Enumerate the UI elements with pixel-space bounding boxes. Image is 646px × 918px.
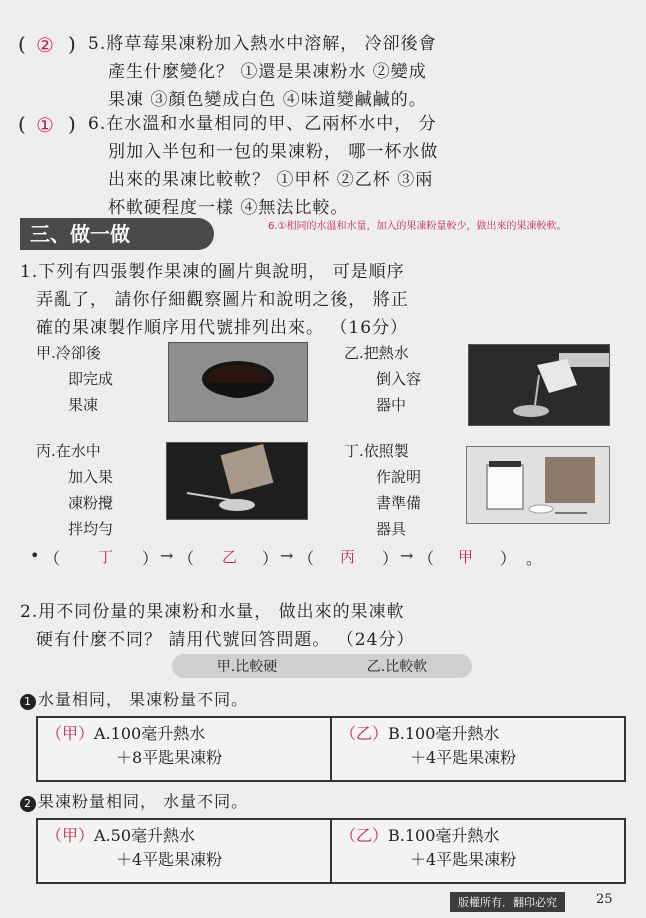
paren-close: ）: [262, 549, 279, 568]
q5-line-1: 5.將草莓果凍粉加入熱水中溶解， 冷卻後會: [88, 34, 437, 54]
q6-line-4: 杯軟硬程度一樣 ④無法比較。: [108, 198, 349, 218]
legend-pill: [172, 654, 472, 678]
sequence-answer-row: [30, 546, 590, 570]
sub2-b-line1: B.100毫升熱水: [388, 826, 500, 845]
sub2-a-line2: ＋4平匙果凍粉: [116, 850, 223, 869]
arrow-icon: →: [400, 546, 414, 565]
sequence-bullet: •: [30, 546, 40, 565]
step-caption-line: 甲.冷卻後: [36, 344, 101, 362]
sub2-cell-b: [330, 820, 624, 882]
q6-line-3: 出來的果凍比較軟？ ①甲杯 ②乙杯 ③兩: [108, 170, 434, 190]
sub1-table: [36, 716, 626, 782]
step-bing-caption: [36, 438, 113, 542]
step-ding-caption: [344, 438, 421, 542]
sub1-cell-b: [330, 718, 624, 780]
sub2-table: [36, 818, 626, 884]
sub1-title: [20, 686, 248, 714]
step-caption-line: 丙.在水中: [36, 442, 101, 460]
q6-line-1: 6.在水溫和水量相同的甲、乙兩杯水中， 分: [88, 114, 437, 134]
q5-answer: ②: [36, 33, 54, 57]
sub2-cell-a: [38, 820, 330, 882]
step-caption-line: 書準備: [376, 494, 422, 512]
tools-photo: [466, 446, 610, 524]
sub1-b-line2: ＋4平匙果凍粉: [410, 748, 517, 767]
answer-paren-close: ): [68, 32, 76, 56]
answer-paren-open: (: [18, 112, 26, 136]
tools-icon: [467, 447, 609, 523]
paren-close: ）: [142, 549, 159, 568]
stirring-icon: [167, 443, 307, 519]
page-number: 25: [596, 892, 613, 907]
sequence-end: 。: [526, 549, 543, 568]
legend-softer: 乙.比較軟: [366, 659, 428, 675]
sub1-number: 1: [20, 694, 36, 710]
bowl-icon: [169, 343, 307, 421]
step-caption-line: 作說明: [376, 468, 422, 486]
sequence-answer-3: 丙: [340, 548, 356, 566]
sub2-title: [20, 788, 248, 816]
step-yi-caption: [344, 340, 421, 418]
sub2-b-line2: ＋4平匙果凍粉: [410, 850, 517, 869]
q5-line-2: 產生什麼變化？ ①還是果凍粉水 ②變成: [108, 62, 427, 82]
p2-line-2: 硬有什麼不同？ 請用代號回答問題。 （24分）: [36, 630, 415, 650]
step-caption-line: 倒入容: [376, 370, 422, 388]
q6-answer: ①: [36, 113, 54, 137]
q6-line-2: 別加入半包和一包的果凍粉， 哪一杯水做: [108, 142, 439, 162]
p2-line-1: 2.用不同份量的果凍粉和水量， 做出來的果凍軟: [20, 602, 405, 622]
sub2-number: 2: [20, 796, 36, 812]
kettle-icon: [469, 345, 609, 425]
paren-open: （: [418, 549, 435, 568]
sequence-answer-4: 甲: [458, 548, 474, 566]
paren-open: （: [178, 549, 195, 568]
step-caption-line: 拌均勻: [68, 520, 114, 538]
sub2-answer-b: （乙）: [340, 826, 389, 845]
sub1-a-line1: A.100毫升熱水: [94, 724, 206, 743]
sub1-a-line2: ＋8平匙果凍粉: [116, 748, 223, 767]
jelly-bowl-photo: [168, 342, 308, 422]
step-jia-caption: [36, 340, 113, 418]
sequence-answer-1: 丁: [98, 548, 114, 566]
sub1-title-text: 水量相同， 果凍粉量不同。: [38, 690, 249, 709]
sub1-answer-b: （乙）: [340, 724, 389, 743]
step-caption-line: 乙.把熱水: [344, 344, 409, 362]
p1-line-1: 1.下列有四張製作果凍的圖片與說明， 可是順序: [20, 262, 405, 282]
paren-open: （: [44, 549, 61, 568]
answer-paren-open: (: [18, 32, 26, 56]
paren-close: ）: [500, 549, 517, 568]
q6-explanation-note: 6.①相同的水溫和水量，加入的果凍粉量較少，做出來的果凍較軟。: [268, 221, 567, 232]
legend-harder: 甲.比較硬: [216, 659, 278, 675]
p1-line-3: 確的果凍製作順序用代號排列出來。 （16分）: [36, 318, 409, 338]
p1-line-2: 弄亂了， 請你仔細觀察圖片和說明之後， 將正: [36, 290, 409, 310]
step-caption-line: 器中: [376, 396, 407, 414]
arrow-icon: →: [160, 546, 174, 565]
sub1-b-line1: B.100毫升熱水: [388, 724, 500, 743]
step-caption-line: 即完成: [68, 370, 114, 388]
sub2-title-text: 果凍粉量相同， 水量不同。: [38, 792, 249, 811]
arrow-icon: →: [280, 546, 294, 565]
copyright-bar: 版權所有．翻印必究: [450, 892, 565, 912]
pouring-water-photo: [468, 344, 610, 426]
paren-close: ）: [382, 549, 399, 568]
sub2-a-line1: A.50毫升熱水: [94, 826, 196, 845]
step-caption-line: 加入果: [68, 468, 114, 486]
answer-paren-close: ): [68, 112, 76, 136]
sub1-answer-a: （甲）: [46, 724, 95, 743]
sub2-answer-a: （甲）: [46, 826, 95, 845]
q5-line-3: 果凍 ③顏色變成白色 ④味道變鹹鹹的。: [108, 90, 427, 110]
step-caption-line: 凍粉攪: [68, 494, 114, 512]
stirring-powder-photo: [166, 442, 308, 520]
sub1-cell-a: [38, 718, 330, 780]
step-caption-line: 器具: [376, 520, 407, 538]
step-caption-line: 果凍: [68, 396, 99, 414]
step-caption-line: 丁.依照製: [344, 442, 409, 460]
section-header: 三、做一做: [20, 218, 214, 250]
sequence-answer-2: 乙: [222, 548, 238, 566]
paren-open: （: [298, 549, 315, 568]
